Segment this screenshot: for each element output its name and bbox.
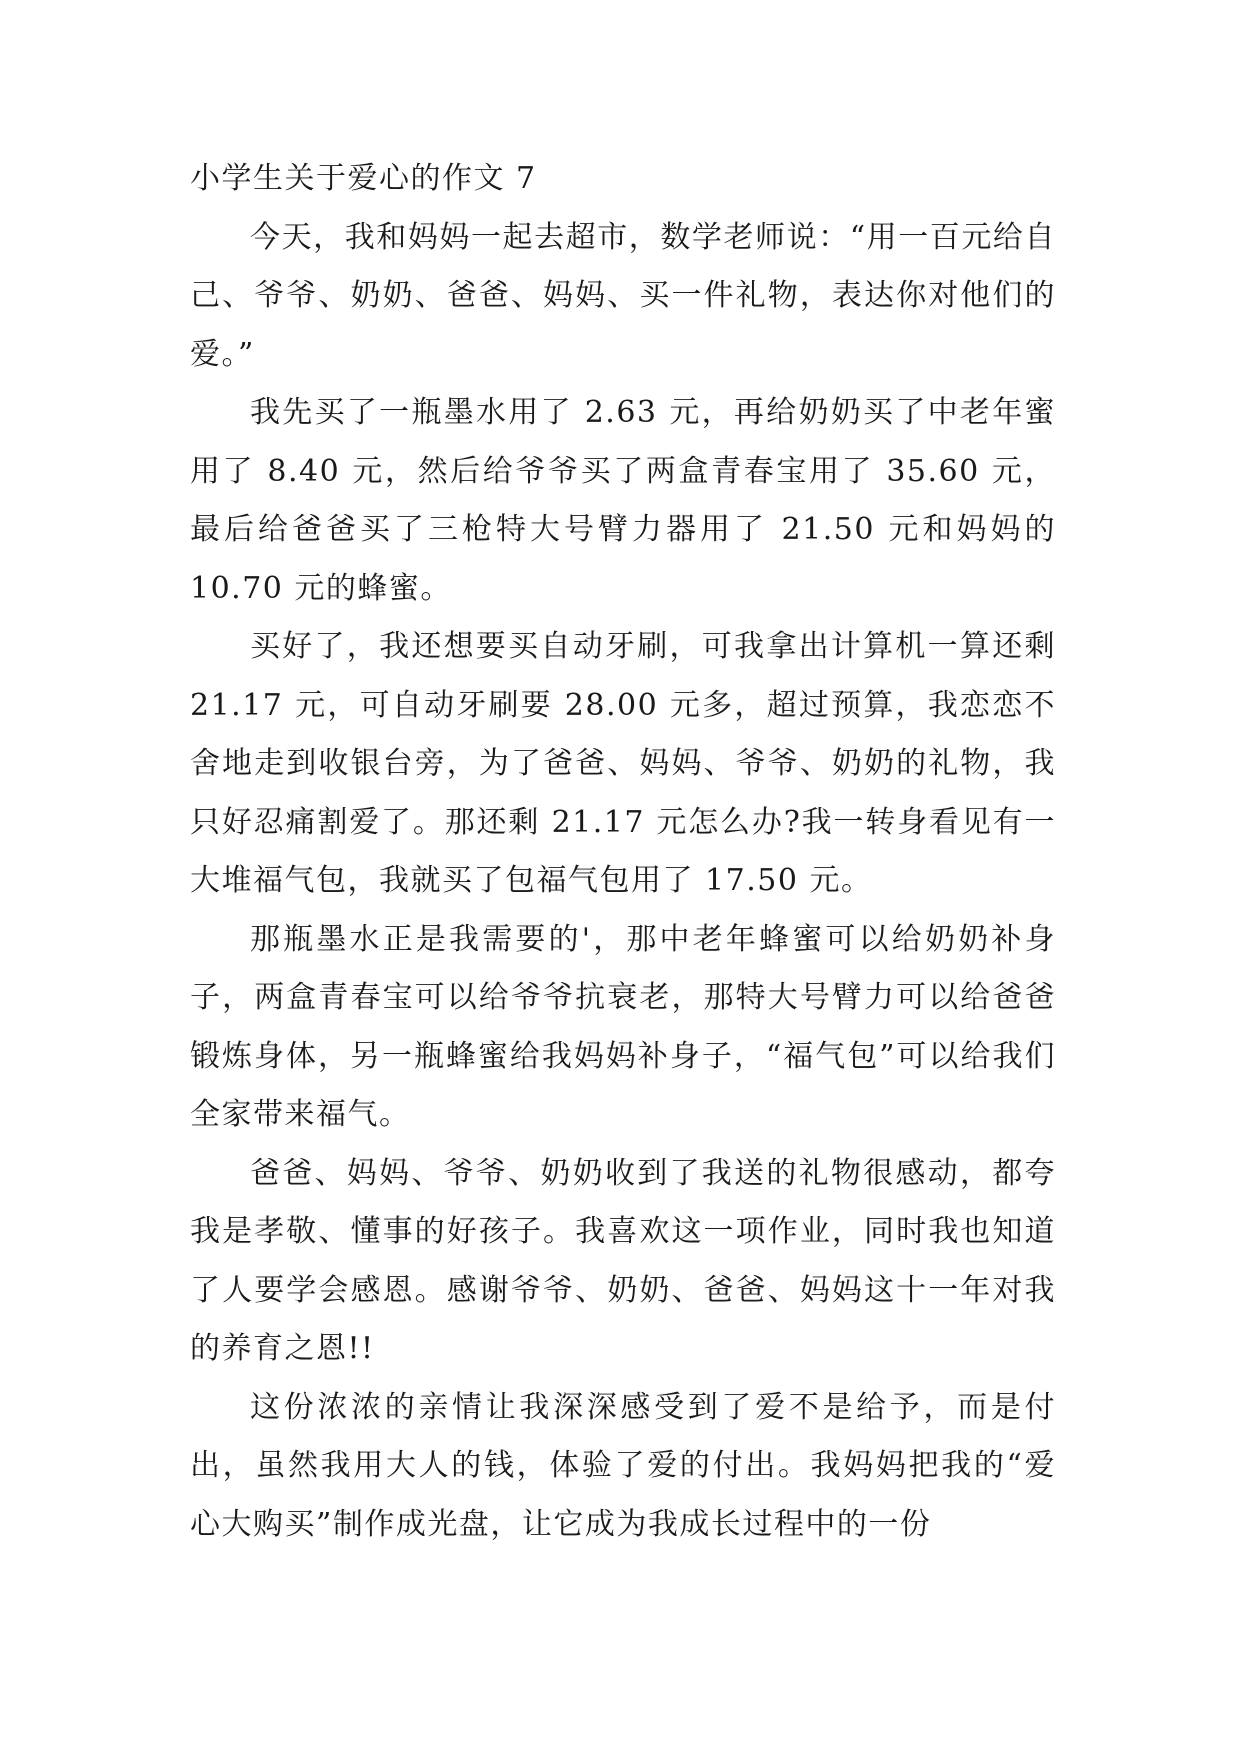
- paragraph-2: 我先买了一瓶墨水用了 2.63 元，再给奶奶买了中老年蜜用了 8.40 元，然后给爷爷买了两盒青春宝用了 35.60 元，最后给爸爸买了三枪特大号臂力器用了 21.50 元和妈妈的 10.70 元的蜂蜜。: [190, 395, 1056, 606]
- document-title: 小学生关于爱心的作文 7: [190, 161, 537, 196]
- paragraph-4: 那瓶墨水正是我需要的'，那中老年蜂蜜可以给奶奶补身子，两盒青春宝可以给爷爷抗衰老，那特大号臂力可以给爸爸锻炼身体，另一瓶蜂蜜给我妈妈补身子，“福气包”可以给我们全家带来福气。: [190, 921, 1056, 1132]
- paragraph-3: 买好了，我还想要买自动牙刷，可我拿出计算机一算还剩 21.17 元，可自动牙刷要 28.00 元多，超过预算，我恋恋不舍地走到收银台旁，为了爸爸、妈妈、爷爷、奶奶的礼物，我只好忍痛割爱了。那还剩 21.17 元怎么办?我一转身看见有一大堆福气包，我就买了包福气包用了 17.50 元。: [190, 629, 1056, 898]
- paragraph-1: 今天，我和妈妈一起去超市，数学老师说：“用一百元给自己、爷爷、奶奶、爸爸、妈妈、买一件礼物，表达你对他们的爱。”: [190, 219, 1056, 372]
- document-page: [190, 150, 1056, 1554]
- paragraph-6: 这份浓浓的亲情让我深深感受到了爱不是给予，而是付出，虽然我用大人的钱，体验了爱的付出。我妈妈把我的“爱心大购买”制作成光盘，让它成为我成长过程中的一份: [190, 1389, 1056, 1542]
- paragraph-5: 爸爸、妈妈、爷爷、奶奶收到了我送的礼物很感动，都夸我是孝敬、懂事的好孩子。我喜欢这一项作业，同时我也知道了人要学会感恩。感谢爷爷、奶奶、爸爸、妈妈这十一年对我的养育之恩!!: [190, 1155, 1056, 1366]
